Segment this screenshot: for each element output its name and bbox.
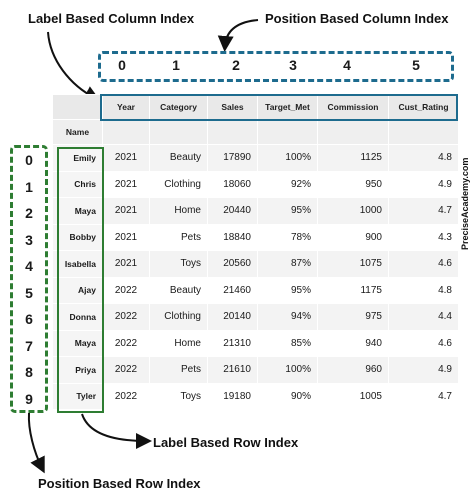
table-cell: 2022: [103, 304, 150, 331]
table-row: [53, 198, 459, 225]
table-cell: 21310: [208, 330, 258, 357]
table-cell: 960: [318, 357, 389, 384]
table-cell: 1175: [318, 277, 389, 304]
table-cell: 2021: [103, 251, 150, 278]
pos-row-arrow: [29, 413, 42, 468]
table-cell: Pets: [150, 357, 208, 384]
table-cell: 4.7: [389, 198, 459, 225]
label-row-arrow: [82, 414, 146, 441]
table-cell: 4.8: [389, 277, 459, 304]
table-cell: 90%: [258, 383, 318, 410]
table-row: [53, 383, 459, 410]
table-row: [53, 357, 459, 384]
table-cell: Home: [150, 198, 208, 225]
table-cell: 2022: [103, 277, 150, 304]
table-cell: 950: [318, 171, 389, 198]
table-cell: 20560: [208, 251, 258, 278]
position-row-number: 0: [25, 152, 33, 168]
table-cell: Beauty: [150, 277, 208, 304]
table-cell: 2022: [103, 330, 150, 357]
position-row-number: 5: [25, 284, 33, 301]
table-cell: 2022: [103, 383, 150, 410]
table-cell: 1005: [318, 383, 389, 410]
table-cell: 2021: [103, 198, 150, 225]
table-cell: 94%: [258, 304, 318, 331]
table-cell: 78%: [258, 224, 318, 251]
table-cell: 4.4: [389, 304, 459, 331]
table-cell: Clothing: [150, 304, 208, 331]
row-label: Chris: [53, 171, 103, 198]
table-cell: Clothing: [150, 171, 208, 198]
table-cell: 100%: [258, 145, 318, 172]
column-header: Year: [103, 95, 150, 120]
label-row-index-box: [57, 147, 104, 413]
label-column-index-box: [100, 94, 458, 121]
table-row: [53, 251, 459, 278]
position-based-row-index-label: Position Based Row Index: [38, 476, 201, 491]
column-header: Target_Met: [258, 95, 318, 120]
dataframe-table: [52, 94, 459, 410]
column-header: Category: [150, 95, 208, 120]
table-cell: 20140: [208, 304, 258, 331]
row-label: Maya: [53, 198, 103, 225]
table-cell: 4.8: [389, 145, 459, 172]
table-cell: 18060: [208, 171, 258, 198]
row-label: Tyler: [53, 383, 103, 410]
position-column-number: 3: [289, 57, 297, 73]
table-cell: 87%: [258, 251, 318, 278]
label-based-column-index-label: Label Based Column Index: [28, 11, 195, 26]
position-column-number: 0: [118, 57, 126, 73]
row-label: Maya: [53, 330, 103, 357]
position-column-number: 2: [232, 57, 240, 73]
position-based-column-index-label: Position Based Column Index: [265, 11, 449, 26]
row-label: Ajay: [53, 277, 103, 304]
table-cell: 4.9: [389, 171, 459, 198]
position-row-number: 9: [25, 390, 33, 407]
table-cell: 2021: [103, 171, 150, 198]
table-row: [53, 330, 459, 357]
table-cell: Beauty: [150, 145, 208, 172]
table-cell: Toys: [150, 383, 208, 410]
table-cell: 100%: [258, 357, 318, 384]
table-cell: 4.6: [389, 330, 459, 357]
row-label: Isabella: [53, 251, 103, 278]
column-header: Cust_Rating: [389, 95, 459, 120]
table-cell: Toys: [150, 251, 208, 278]
table-cell: 19180: [208, 383, 258, 410]
row-label: Bobby: [53, 224, 103, 251]
label-col-arrow: [48, 32, 95, 98]
position-column-number: 1: [172, 57, 180, 73]
row-label: Priya: [53, 357, 103, 384]
position-row-number: 3: [25, 231, 33, 248]
watermark: PreciseAcademy.com: [460, 157, 470, 250]
table-cell: 21460: [208, 277, 258, 304]
column-header: Sales: [208, 95, 258, 120]
table-cell: 4.6: [389, 251, 459, 278]
table-cell: 2021: [103, 145, 150, 172]
position-row-number: 4: [25, 258, 33, 274]
table-row: [53, 304, 459, 331]
table-cell: 92%: [258, 171, 318, 198]
table-cell: 2022: [103, 357, 150, 384]
position-row-number: 6: [25, 311, 33, 327]
position-row-number: 2: [25, 205, 33, 221]
position-column-number: 5: [412, 57, 420, 73]
table-cell: 1075: [318, 251, 389, 278]
label-based-row-index-label: Label Based Row Index: [153, 435, 299, 450]
position-column-index-box: [98, 51, 454, 82]
table-cell: 4.9: [389, 357, 459, 384]
table-row: [53, 145, 459, 172]
position-column-number: 4: [343, 57, 351, 73]
table-cell: 4.3: [389, 224, 459, 251]
position-row-number: 7: [25, 337, 33, 354]
table-cell: 20440: [208, 198, 258, 225]
table-cell: Home: [150, 330, 208, 357]
table-cell: 95%: [258, 277, 318, 304]
pos-col-arrow: [225, 20, 258, 46]
position-row-number: 8: [25, 364, 33, 380]
table-cell: 2021: [103, 224, 150, 251]
table-cell: 900: [318, 224, 389, 251]
table-cell: 940: [318, 330, 389, 357]
table-cell: 975: [318, 304, 389, 331]
table-cell: 4.7: [389, 383, 459, 410]
row-label: Donna: [53, 304, 103, 331]
index-name-header: Name: [53, 120, 103, 145]
table-cell: Pets: [150, 224, 208, 251]
column-header: Commission: [318, 95, 389, 120]
table-cell: 18840: [208, 224, 258, 251]
table-cell: 21610: [208, 357, 258, 384]
table-row: [53, 277, 459, 304]
table-cell: 85%: [258, 330, 318, 357]
table-cell: 1000: [318, 198, 389, 225]
table-cell: 1125: [318, 145, 389, 172]
position-row-number: 1: [25, 178, 33, 195]
corner-header: [53, 95, 103, 120]
table-cell: 17890: [208, 145, 258, 172]
table-row: [53, 224, 459, 251]
table-cell: 95%: [258, 198, 318, 225]
row-label: Emily: [53, 145, 103, 172]
table-row: [53, 171, 459, 198]
